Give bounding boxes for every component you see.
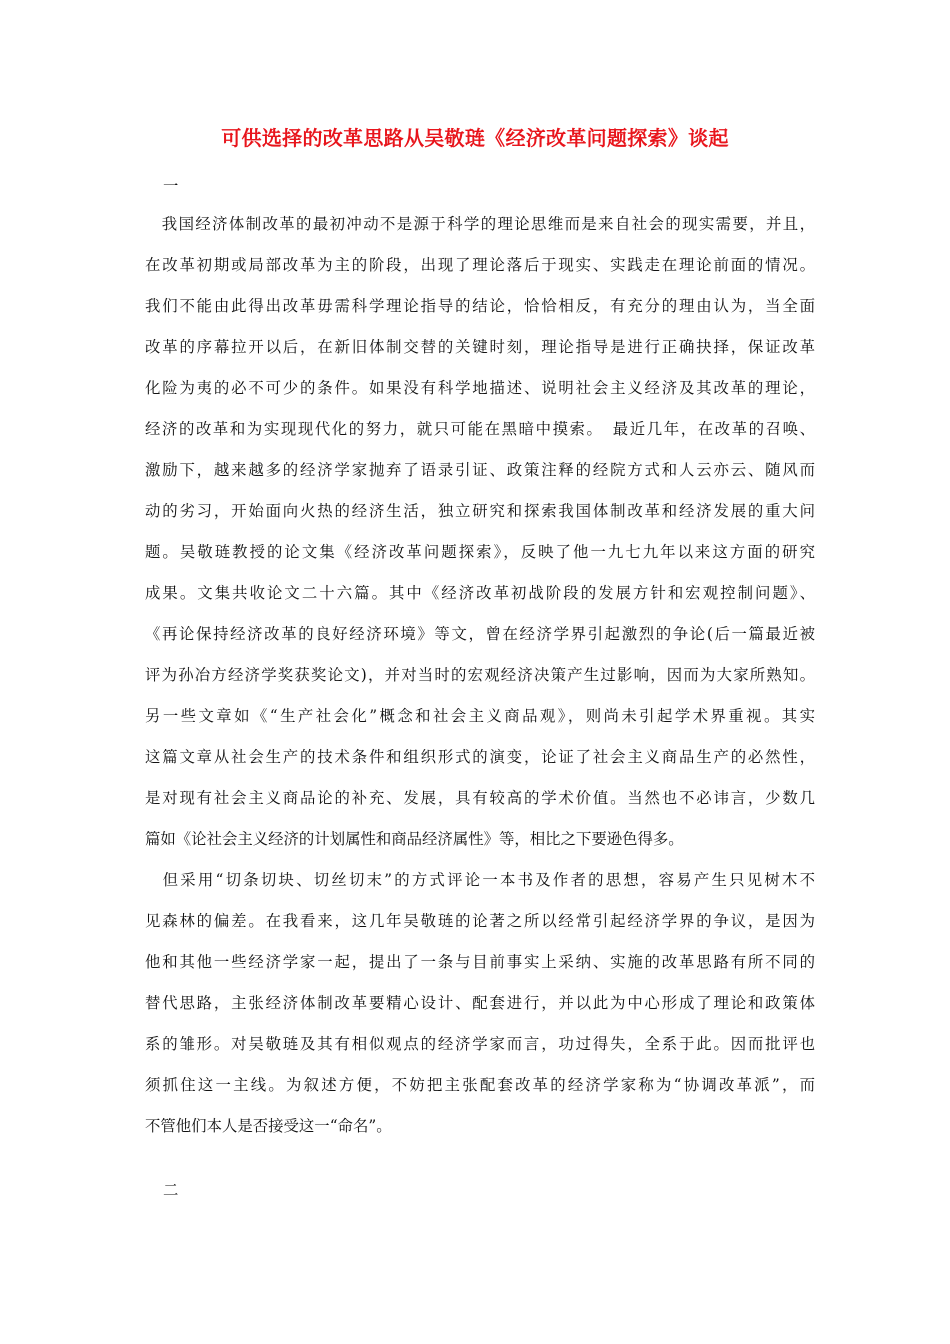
paragraph-2-line: 不管他们本人是否接受这一“命名”。 (145, 1117, 392, 1135)
paragraph-2-line: 须抓住这一主线。为叙述方便，不妨把主张配套改革的经济学家称为“协调改革派”，而 (145, 1076, 815, 1094)
paragraph-1-line: 动的劣习，开始面向火热的经济生活，独立研究和探索我国体制改革和经济发展的重大问 (145, 502, 815, 520)
document-title: 可供选择的改革思路从吴敬琏《经济改革问题探索》谈起 (221, 126, 729, 150)
paragraph-1-line: 化险为夷的必不可少的条件。如果没有科学地描述、说明社会主义经济及其改革的理论， (145, 379, 815, 397)
paragraph-1-line: 这篇文章从社会生产的技术条件和组织形式的演变，论证了社会主义商品生产的必然性， (145, 748, 815, 766)
section-marker-one: 一 (163, 177, 179, 195)
paragraph-2-line: 替代思路，主张经济体制改革要精心设计、配套进行，并以此为中心形成了理论和政策体 (145, 994, 815, 1012)
paragraph-1-line: 我们不能由此得出改革毋需科学理论指导的结论，恰恰相反，有充分的理由认为，当全面 (145, 297, 815, 315)
paragraph-2-line: 他和其他一些经济学家一起，提出了一条与目前事实上采纳、实施的改革思路有所不同的 (145, 953, 815, 971)
paragraph-1-line: 我国经济体制改革的最初冲动不是源于科学的理论思维而是来自社会的现实需要，并且， (145, 215, 815, 233)
paragraph-2-line: 但采用“切条切块、切丝切末”的方式评论一本书及作者的思想，容易产生只见树木不 (145, 871, 815, 889)
paragraph-1-line: 成果。文集共收论文二十六篇。其中《经济改革初战阶段的发展方针和宏观控制问题》、 (145, 584, 815, 602)
paragraph-1-line: 题。吴敬琏教授的论文集《经济改革问题探索》，反映了他一九七九年以来这方面的研究 (145, 543, 815, 561)
paragraph-1-line: 改革的序幕拉开以后，在新旧体制交替的关键时刻，理论指导是进行正确抉择，保证改革 (145, 338, 815, 356)
section-marker-two: 二 (163, 1181, 179, 1199)
paragraph-1-line: 在改革初期或局部改革为主的阶段，出现了理论落后于现实、实践走在理论前面的情况。 (145, 256, 815, 274)
paragraph-1-line: 评为孙冶方经济学奖获奖论文)，并对当时的宏观经济决策产生过影响，因而为大家所熟知。 (145, 666, 815, 684)
paragraph-1-line: 《再论保持经济改革的良好经济环境》等文，曾在经济学界引起激烈的争论(后一篇最近被 (145, 625, 815, 643)
paragraph-1-line: 经济的改革和为实现现代化的努力，就只可能在黑暗中摸索。 最近几年，在改革的召唤、 (145, 420, 815, 438)
paragraph-2-line: 见森林的偏差。在我看来，这几年吴敬琏的论著之所以经常引起经济学界的争议，是因为 (145, 912, 815, 930)
paragraph-1-line: 另一些文章如《“生产社会化”概念和社会主义商品观》，则尚未引起学术界重视。其实 (145, 707, 815, 725)
paragraph-1-line: 激励下，越来越多的经济学家抛弃了语录引证、政策注释的经院方式和人云亦云、随风而 (145, 461, 815, 479)
paragraph-1-line: 篇如《论社会主义经济的计划属性和商品经济属性》等，相比之下要逊色得多。 (145, 830, 684, 848)
paragraph-1-line: 是对现有社会主义商品论的补充、发展，具有较高的学术价值。当然也不必讳言，少数几 (145, 789, 815, 807)
paragraph-2-line: 系的雏形。对吴敬琏及其有相似观点的经济学家而言，功过得失，全系于此。因而批评也 (145, 1035, 815, 1053)
